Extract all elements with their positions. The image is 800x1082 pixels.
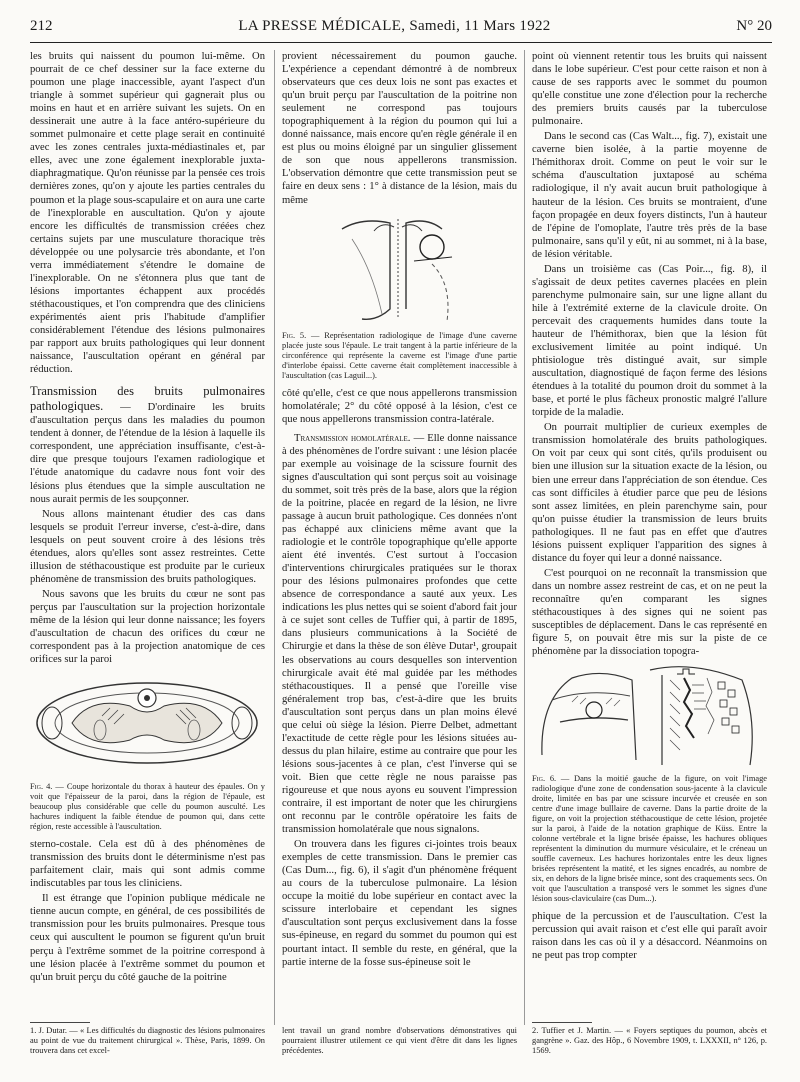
page-number: 212 [30, 18, 53, 34]
caption-text: — Dans la moitié gauche de la figure, on voit l'image radiologique d'une zone de condensation sous-jacente à la clavicule droite, limitée en bas par une scissure incurvée et creusée en son centre d'une image bulllaire de caverne. Dans la partie droite de la figure, on voit la projection stéthacoustique de cette lésion, projetée sur la paroi, à l'aide de la notation graphique de Küss. Entre la colonne vertébrale et la ligne brisée épaisse, les hachures obliques représentent la diminution du murmure vésiculaire, et le créneau un souffle caverneux. Les hachures horizontales entre les deux lignes brisées représentent la matité, et les signes encadrés, au nombre de six, en dehors de la ligne brisée mince, sont des craquements secs. On voit que l'auscultation a transposé vers le sommet les signes d'une lésion sous-claviculaire (cas Dum...). [532, 774, 767, 904]
paragraph: phique de la percussion et de l'auscultation. C'est la percussion qui avait raison et c'est elle qui paraît avoir raison dans les cas où il y a désaccord. Néanmoins on ne peut pas trop compter [532, 911, 767, 962]
paragraph: C'est pourquoi on ne reconnaît la transmission que dans un nombre assez restreint de cas, et on ne peut la reconnaître qu'en comparant les signes stéthacoustiques à des signes qui ne soient pas susceptibles de déplacement. Dans le cas représenté en figure 5, on pouvait être mis sur la piste de ce phénomène par la dissociation topogra- [532, 567, 767, 658]
caption-text: — Coupe horizontale du thorax à hauteur des épaules. On y voit que l'épaisseur de la paroi, dans la région de l'épaule, est beaucoup plus considérable que celle du poumon ausculté. Les hachures indiquent la faible étendue de poumon qui, dans cette région, reste accessible à l'auscultation. [30, 782, 265, 832]
paragraph: point où viennent retentir tous les bruits qui naissent dans le lobe supérieur. C'est pour cette raison et non à cause de ses rapports avec le sommet du poumon qu'elle constitue une zone d'élection pour la recherche des premiers bruits causés par la tuberculose pulmonaire. [532, 51, 767, 128]
paragraph: On pourrait multiplier de curieux exemples de transmission homolatérale des bruits pathologiques. On voit par ceux qui sont cités, qu'ils produisent ou bien une illusion sur la situation exacte de la lésion, ou bien une erreur dans l'appréciation de son étendue. Ces cas sont difficiles à étudier parce que peu de lésions sont assez limitées, en plein parenchyme sain, pour qu'on puisse étudier la transmission de leurs bruits pathologiques. Il ne faut pas en effet que d'autres lésions puissent expliquer l'apparition des signes à distance du foyer qui leur a donné naissance. [532, 422, 767, 564]
column-1 [30, 50, 265, 986]
figure-6-radiograph-and-auscultation [532, 660, 767, 770]
paragraph: provient nécessairement du poumon gauche. L'expérience a cependant démontré à de nombreux observateurs que ces deux lois ne sont pas exactes et qu'un bruit perçu par l'auscultation de la poitrine non seulement ne correspond pas toujours topographiquement à la région du poumon qui lui a donné naissance, mais encore qu'en règle générale il en est plus ou moins éloigné par un singulier glissement de son que nous appellerons transmission. L'observation démontre que cette transmission peut se faire en deux sens : 1° à distance de la lésion, mais du même [282, 51, 517, 206]
paragraph: — Elle donne naissance à des phénomènes de l'ordre suivant : une lésion placée par exemple au voisinage de la scissure fournit des signes d'auscultation qui sont perçus soit au voisinage du sommet, soit très près de la base, alors que la région de la poitrine, placée en regard de la lésion, ne livre passage à aucun bruit pathologique. Ces données n'ont pas échappé aux cliniciens même avant que la radiologie et le contrôle topographique qu'elle apporte aient été inventés. C'est surtout à l'occasion d'interventions chirurgicales pratiquées sur le thorax pour des lésions pulmonaires profondes que cette absence de correspondance a sauté aux yeux. Les indications les plus nettes qui se soient d'abord fait jour à ce sujet sont celles de Tuffier qui, à partir de 1895, dans plusieurs communications à la Société de Chirurgie et dans la thèse de son élève Dutar¹, groupait les observations au cours desquelles son intervention chirurgicale avait été mal guidée par les méthodes stéthacoustiques. Il a pensé que l'oreille vise généralement trop bas, c'est-à-dire que les bruits d'auscultation sont perçus dans un plan moins élevé que celui où siège la lésion. Pierre Delbet, admettant l'exactitude de cette règle pour les lésions situées au-dessus du plan hilaire, estime au contraire que pour les lésions sous-jacentes à ce plan, c'est l'inverse qui se voit. Bien que cette règle ne nous paraisse pas rigoureuse et que nous ayons eu souvent l'impression contraire, il est important de noter que les chirurgiens ont reconnu par le contrôle opératoire les faits de transmission homolatérale que nous signalons. [282, 432, 517, 836]
footnote-2: 2. Tuffier et J. Martin. — « Foyers septiques du poumon, abcès et gangrène ». Gaz. des Hôp., 6 Novembre 1909, t. LXXXII, n° 126, p. 1569. [532, 1026, 767, 1056]
paragraph: — D'ordinaire les bruits d'auscultation perçus dans les maladies du poumon tendent à donner, de l'étendue de la lésion à laquelle ils correspondent, une appréciation insuffisante, c'est-à-dire que presque toujours l'examen radiologique et l'étude anatomique du cadavre nous font voir des lésions plus étendues que la simple auscultation ne nous aurait permis de les soupçonner. [30, 402, 265, 505]
caption-label: Fig. 6. [532, 774, 557, 784]
paragraph: Dans un troisième cas (Cas Poir..., fig. 8), il s'agissait de deux petites cavernes placées en plein parenchyme pulmonaire sain, sur une ligne allant du hile à l'extrémité externe de la clavicule droite. On percevait des craquements humides dans toute la hauteur de l'hémithorax, bien que la lésion fût exclusivement limitée au point indiqué. Un phtisiologue très distingué avait, sur simple auscultation, diagnostiqué de façon ferme des lésions étendues à la totalité du poumon droit du sommet à la base, et porté le plus fâcheux pronostic malgré l'allure torpide de la maladie. [532, 263, 767, 419]
section-heading: Transmission des bruits pulmonaires pathologiques. [30, 384, 265, 414]
figure-5-caption [282, 331, 517, 381]
caption-label: Fig. 4. [30, 782, 53, 792]
paragraph: sterno-costale. Cela est dû à des phénomènes de transmission des bruits dont le déterminisme n'est pas parfaitement clair, mais qui sont admis comme indiscutables par tous les cliniciens. [30, 839, 265, 890]
page-header [30, 18, 772, 40]
paragraph: les bruits qui naissent du poumon lui-même. On pourrait de ce chef dessiner sur la face externe du poumon une plage inaccessible, ayant l'aspect d'un triangle à sommet supérieur qui gagnerait plus ou moins en haut et en arrière suivant les sujets. On en dessinerait une autre à la face antéro-supérieure du sommet pulmonaire et cette plage serait en continuité avec les zones centrales juxta-médiastinales et, par elles, avec une zone également inexplorable juxta-diaphragmatique. Qu'on réunisse par la pensée ces trois dernières zones, qu'on y ajoute les parties centrales du poumon et la plage sous-scapulaire et on aura une carte de l'inexplorable en auscultation. Qu'on y ajoute encore les difficultés de transmission créées chez certains sujets par une musculature thoracique très développée ou une polysarcie très abondante, et l'on verra immédiatement s'étendre le domaine de l'inexplorable. On ne s'étonnera plus que tant de lésions importantes échappent aux procédés stéthacoustiques, et l'on comprendra que des cliniciens expérimentés aient pris l'habitude d'amplifier considérablement l'étendue des lésions pulmonaires par rapport aux bruits pathologiques qui leur donnent naissance, l'auscultation opérant en général par réduction. [30, 51, 265, 376]
column-3 [532, 50, 767, 964]
footnote-continuation: lent travail un grand nombre d'observations démonstratives qui pourraient illustrer utilement ce qui vient d'être dit dans les lignes précédentes. [282, 1026, 517, 1056]
header-rule [30, 42, 772, 43]
paragraph: côté qu'elle, c'est ce que nous appellerons transmission homolatérale; 2° du côté opposé à la lésion, c'est ce que nous appellerons transmission contra-latérale. [282, 387, 517, 425]
paragraph: Dans le second cas (Cas Walt..., fig. 7), existait une caverne bien isolée, à la partie moyenne de l'hémithorax droit. Comme on peut le voir sur le schéma d'auscultation juxtaposé au schéma radiologique, il n'y avait aucun bruit pathologique à hauteur de la lésion. Ces bruits se montraient, d'une façon propagée en deux foyers distincts, l'un à hauteur de l'épine de l'omoplate, l'autre très près de la base pulmonaire, sans qu'il y eût, ni au sommet, ni à la base, de lésion véritable. [532, 131, 767, 260]
figure-4-thorax-section [30, 668, 265, 778]
paragraph: Il est étrange que l'opinion publique médicale ne tienne aucun compte, en général, de ces possibilités de transmission pour les bruits pulmonaires. Presque tous ceux qui auscultent le poumon se figurent qu'un bruit perçu à l'extrême sommet de la poitrine correspond à une lésion placée à l'extrême sommet du poumon et qu'un bruit perçu du côté gauche de la poitrine [30, 893, 265, 983]
footnote-1: 1. J. Dutar. — « Les difficultés du diagnostic des lésions pulmonaires au point de vue du traitement chirurgical ». Thèse, Paris, 1899. On trouvera dans cet excel- [30, 1026, 265, 1056]
paragraph: Nous savons que les bruits du cœur ne sont pas perçus par l'auscultation sur la projection horizontale même de la lésion qui leur donne naissance; les foyers d'auscultation de chacun des orifices du cœur ne correspondent pas à la projection anatomique de ces orifices sur la paroi [30, 588, 265, 666]
footnote-rule [532, 1022, 592, 1023]
figure-6-caption [532, 774, 767, 904]
caption-label: Fig. 5. [282, 330, 307, 340]
issue-number: N° 20 [736, 18, 772, 34]
paragraph: Nous allons maintenant étudier des cas dans lesquels se produit l'erreur inverse, c'est-à-dire, dans lesquels on peut souvent croire à des lésions très étendues, alors qu'elles sont assez restreintes. Cette illusion de stéthacoustique est produite par le curieux phénomène de transmission des bruits pathologiques. [30, 508, 265, 585]
caption-text: — Représentation radiologique de l'image d'une caverne placée juste sous l'épaule. Le trait tangent à la partie inférieure de la circonférence qui représente la caverne est l'image d'une partie d'interlobe épaissi. Cette caverne était complètement inaccessible à l'auscultation (cas Laguil...). [282, 330, 518, 380]
column-2 [282, 50, 517, 971]
section-heading: Transmission homolatérale. [294, 432, 411, 444]
journal-title: LA PRESSE MÉDICALE, Samedi, 11 Mars 1922 [238, 18, 551, 34]
footnote-rule [30, 1022, 90, 1023]
paragraph: On trouvera dans les figures ci-jointes trois beaux exemples de cette transmission. Dans le premier cas (Cas Dum..., fig. 6), il s'agit d'un phénomène fréquent au cours de la tuberculose pulmonaire. La lésion occupe la moitié du lobe supérieur en contact avec la scissure interlobaire et cependant les signes d'auscultation sont perçus exclusivement dans la fosse sus-épineuse, en regard du sommet du poumon qui est pourtant intact. Il semble du reste, en général, que la partie interne de la fosse sus-épineuse soit le [282, 839, 517, 968]
column-divider [524, 50, 525, 1025]
column-divider [274, 50, 275, 1025]
figure-4-caption [30, 782, 265, 832]
figure-5-radiograph-cavern [282, 209, 517, 327]
